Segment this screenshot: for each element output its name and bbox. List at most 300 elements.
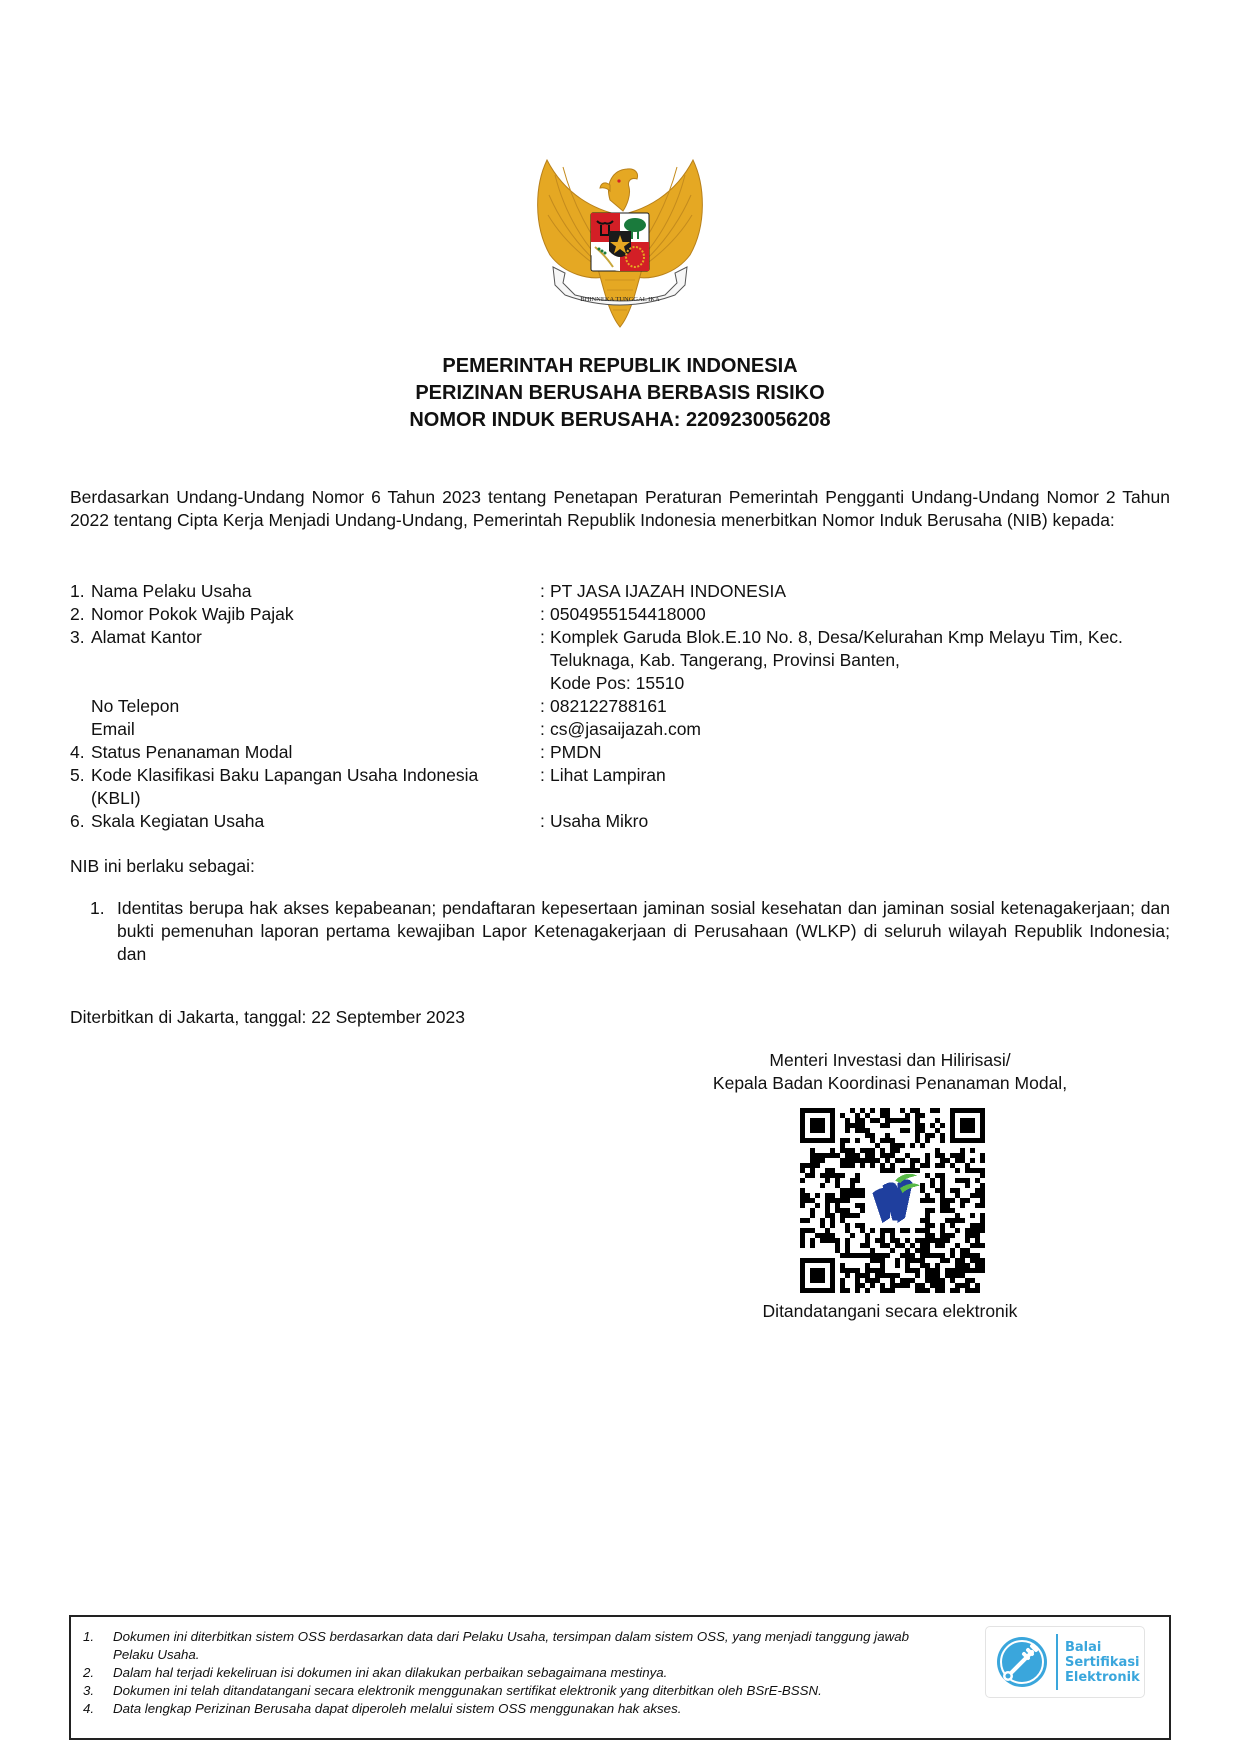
qr-module [925,1278,930,1283]
field-label: Nomor Pokok Wajib Pajak [91,604,294,624]
qr-module [950,1233,955,1238]
qr-module [930,1123,935,1128]
qr-module [940,1198,945,1203]
qr-module [840,1213,845,1218]
qr-module [890,1168,895,1173]
qr-module [915,1248,920,1253]
qr-module [930,1283,935,1288]
qr-module [880,1238,885,1243]
qr-module [965,1288,970,1293]
qr-module [825,1168,830,1173]
qr-module [935,1288,940,1293]
qr-module [935,1163,940,1168]
qr-module [845,1208,850,1213]
qr-module [815,1163,820,1168]
qr-module [895,1238,900,1243]
qr-module [895,1283,900,1288]
bsre-brand-line: Elektronik [1065,1669,1140,1685]
qr-module [820,1173,825,1178]
qr-module [965,1163,970,1168]
qr-module [945,1158,950,1163]
qr-module [975,1193,980,1198]
qr-module [890,1143,895,1148]
qr-module [935,1253,940,1258]
qr-module [905,1278,910,1283]
qr-module [855,1158,860,1163]
qr-module [975,1203,980,1208]
qr-module [890,1138,895,1143]
qr-module [910,1258,915,1263]
qr-module [850,1148,855,1153]
qr-module [910,1158,915,1163]
field-value-office-address [550,626,1180,695]
qr-module [890,1278,895,1283]
qr-module [970,1253,975,1258]
qr-module [905,1263,910,1268]
qr-module [885,1158,890,1163]
footer-note [83,1628,983,1664]
oss-logo-icon [873,1174,921,1223]
qr-module [970,1268,975,1273]
qr-module [940,1203,945,1208]
signer-title-line2: Kepala Badan Koordinasi Penanaman Modal, [712,1073,1068,1093]
footer-note-number: 3. [83,1683,95,1698]
qr-module [930,1278,935,1283]
qr-module [825,1193,830,1198]
qr-module [925,1233,930,1238]
qr-module [970,1213,975,1218]
qr-module [830,1168,835,1173]
qr-module [980,1183,985,1188]
qr-module [955,1193,960,1198]
qr-module [845,1238,850,1243]
qr-module [980,1198,985,1203]
qr-module [940,1123,945,1128]
qr-module [895,1263,900,1268]
qr-module [875,1158,880,1163]
qr-module [890,1118,895,1123]
qr-module [910,1253,915,1258]
field-row-email [70,718,1180,741]
qr-module [860,1163,865,1168]
qr-module [920,1113,925,1118]
qr-module [845,1138,850,1143]
qr-module [810,1173,815,1178]
bsre-brand-line: Balai [1065,1639,1102,1655]
qr-module [975,1188,980,1193]
garuda-pancasila-emblem [535,155,705,330]
qr-module [925,1243,930,1248]
emblem-motto: BHINNEKA TUNGGAL IKA [580,296,660,303]
qr-module [980,1153,985,1158]
qr-module [900,1283,905,1288]
field-label: Nama Pelaku Usaha [91,581,252,601]
qr-module [975,1223,980,1228]
qr-module [870,1118,875,1123]
field-label: Status Penanaman Modal [91,742,293,762]
qr-module [850,1153,855,1158]
document-heading [0,353,1240,434]
qr-module [945,1218,950,1223]
signer-block [650,1049,1130,1095]
qr-module [890,1238,895,1243]
qr-module [900,1243,905,1248]
qr-module [915,1133,920,1138]
qr-module [840,1148,845,1153]
qr-module [920,1123,925,1128]
qr-module [880,1163,885,1168]
footer-note-text: Data lengkap Perizinan Berusaha dapat diperoleh melalui sistem OSS menggunakan hak akses. [113,1701,682,1716]
qr-module [935,1283,940,1288]
qr-module [960,1253,965,1258]
qr-module [925,1228,930,1233]
qr-finder-pattern [810,1268,825,1283]
qr-module [935,1118,940,1123]
qr-module [855,1153,860,1158]
validity-item-number: 1. [90,898,105,918]
qr-module [940,1193,945,1198]
qr-module [800,1243,805,1248]
qr-module [975,1233,980,1238]
qr-module [890,1288,895,1293]
qr-module [850,1183,855,1188]
qr-module [855,1113,860,1118]
qr-module [980,1173,985,1178]
qr-module [925,1218,930,1223]
qr-module [825,1208,830,1213]
qr-module [980,1218,985,1223]
qr-module [865,1128,870,1133]
field-colon: : [540,765,545,785]
qr-module [875,1118,880,1123]
qr-module [845,1268,850,1273]
qr-module [805,1218,810,1223]
field-label [91,764,478,810]
qr-module [865,1268,870,1273]
qr-module [970,1258,975,1263]
qr-module [980,1203,985,1208]
qr-module [850,1188,855,1193]
qr-module [835,1173,840,1178]
qr-module [920,1143,925,1148]
qr-module [850,1233,855,1238]
qr-module [915,1118,920,1123]
qr-module [845,1223,850,1228]
qr-module [925,1198,930,1203]
qr-module [820,1233,825,1238]
qr-module [835,1198,840,1203]
qr-module [945,1198,950,1203]
qr-module [970,1243,975,1248]
qr-module [920,1238,925,1243]
qr-module [955,1153,960,1158]
signature-qr-code [800,1108,985,1293]
qr-module [885,1273,890,1278]
qr-module [915,1273,920,1278]
qr-module [960,1273,965,1278]
qr-module [975,1263,980,1268]
qr-module [885,1108,890,1113]
qr-module [810,1158,815,1163]
field-number: 3. [70,627,85,647]
qr-module [880,1138,885,1143]
field-number [70,718,91,741]
qr-module [875,1238,880,1243]
qr-module [975,1258,980,1263]
qr-module [930,1253,935,1258]
qr-module [955,1258,960,1263]
qr-module [965,1278,970,1283]
qr-module [800,1203,805,1208]
qr-module [865,1238,870,1243]
qr-module [800,1163,805,1168]
qr-module [855,1128,860,1133]
qr-module [865,1253,870,1258]
qr-module [880,1168,885,1173]
qr-module [870,1253,875,1258]
qr-module [905,1153,910,1158]
qr-module [860,1223,865,1228]
footer-note-line: Pelaku Usaha. [113,1647,200,1662]
qr-module [935,1153,940,1158]
qr-module [920,1198,925,1203]
qr-module [930,1223,935,1228]
field-row-phone [70,695,1180,718]
qr-module [895,1118,900,1123]
qr-module [915,1108,920,1113]
qr-module [890,1273,895,1278]
field-value-phone: 082122788161 [550,696,667,716]
qr-module [950,1208,955,1213]
qr-module [810,1238,815,1243]
field-value-npwp: 0504955154418000 [550,604,706,624]
qr-module [885,1153,890,1158]
qr-module [855,1188,860,1193]
qr-module [840,1263,845,1268]
qr-module [915,1158,920,1163]
qr-module [840,1188,845,1193]
qr-module [870,1158,875,1163]
qr-module [935,1238,940,1243]
qr-module [905,1118,910,1123]
qr-module [840,1138,845,1143]
bsre-logo [985,1626,1145,1698]
qr-module [935,1263,940,1268]
qr-module [860,1273,865,1278]
qr-module [840,1208,845,1213]
qr-module [820,1238,825,1243]
qr-module [855,1253,860,1258]
qr-module [935,1148,940,1153]
qr-module [970,1193,975,1198]
qr-module [940,1233,945,1238]
qr-module [890,1248,895,1253]
qr-module [800,1228,805,1233]
qr-module [920,1248,925,1253]
qr-module [930,1238,935,1243]
qr-module [950,1268,955,1273]
qr-module [965,1268,970,1273]
qr-module [825,1203,830,1208]
qr-module [925,1223,930,1228]
qr-module [940,1153,945,1158]
field-colon: : [540,742,545,762]
qr-module [925,1173,930,1178]
qr-module [945,1258,950,1263]
qr-module [835,1243,840,1248]
qr-module [955,1243,960,1248]
qr-module [845,1288,850,1293]
qr-module [970,1168,975,1173]
qr-module [940,1178,945,1183]
heading-licensing: PERIZINAN BERUSAHA BERBASIS RISIKO [415,382,825,404]
qr-module [895,1258,900,1263]
qr-module [915,1138,920,1143]
qr-module [840,1253,845,1258]
qr-module [865,1288,870,1293]
qr-module [860,1118,865,1123]
qr-module [875,1268,880,1273]
qr-module [860,1108,865,1113]
field-number: 6. [70,811,85,831]
qr-module [925,1193,930,1198]
qr-module [880,1243,885,1248]
qr-module [860,1283,865,1288]
qr-module [845,1123,850,1128]
field-colon: : [540,811,545,831]
qr-module [945,1208,950,1213]
qr-module [885,1228,890,1233]
qr-module [980,1213,985,1218]
qr-module [845,1253,850,1258]
qr-module [905,1113,910,1118]
footer-note-number: 4. [83,1701,95,1716]
qr-module [855,1213,860,1218]
qr-module [910,1108,915,1113]
qr-module [905,1128,910,1133]
qr-module [955,1158,960,1163]
qr-module [965,1253,970,1258]
qr-module [955,1213,960,1218]
qr-module [950,1218,955,1223]
qr-module [850,1123,855,1128]
qr-module [860,1188,865,1193]
qr-module [955,1218,960,1223]
qr-module [845,1273,850,1278]
qr-module [875,1258,880,1263]
qr-module [920,1263,925,1268]
qr-module [925,1248,930,1253]
qr-module [870,1153,875,1158]
qr-module [875,1143,880,1148]
qr-module [950,1248,955,1253]
qr-module [935,1108,940,1113]
qr-module [850,1158,855,1163]
qr-finder-pattern [810,1118,825,1133]
qr-code-icon [800,1108,985,1293]
qr-module [955,1178,960,1183]
qr-module [870,1283,875,1288]
qr-module [905,1253,910,1258]
qr-module [925,1268,930,1273]
qr-module [825,1173,830,1178]
footer-note-text: Dalam hal terjadi kekeliruan isi dokumen ini akan dilakukan perbaikan sebagaimana mestinya. [113,1665,668,1680]
field-number: 5. [70,765,85,785]
qr-module [965,1233,970,1238]
field-number: 4. [70,742,85,762]
qr-module [845,1193,850,1198]
qr-module [955,1288,960,1293]
footer-note-text: Dokumen ini telah ditandatangani secara elektronik menggunakan sertifikat elektronik yang diterbitkan oleh BSrE-BSSN. [113,1683,822,1698]
qr-module [965,1238,970,1243]
qr-module [860,1148,865,1153]
issued-date: Diterbitkan di Jakarta, tanggal: 22 September 2023 [70,1007,465,1027]
garuda-icon [535,155,705,330]
qr-module [920,1253,925,1258]
qr-module [885,1133,890,1138]
qr-module [830,1213,835,1218]
qr-module [880,1153,885,1158]
qr-module [820,1218,825,1223]
qr-module [830,1148,835,1153]
qr-module [945,1233,950,1238]
qr-module [905,1268,910,1273]
qr-module [850,1213,855,1218]
qr-module [940,1288,945,1293]
qr-module [905,1228,910,1233]
qr-module [845,1198,850,1203]
qr-module [960,1268,965,1273]
qr-module [950,1188,955,1193]
qr-module [890,1153,895,1158]
qr-module [920,1163,925,1168]
qr-module [890,1283,895,1288]
qr-module [845,1148,850,1153]
qr-module [940,1243,945,1248]
field-row-business-scale [70,810,1180,833]
qr-module [850,1193,855,1198]
qr-module [845,1153,850,1158]
qr-module [865,1148,870,1153]
field-label: Skala Kegiatan Usaha [91,811,265,831]
qr-module [920,1243,925,1248]
qr-module [810,1243,815,1248]
field-number [70,695,91,718]
qr-module [840,1268,845,1273]
qr-module [840,1163,845,1168]
qr-module [905,1248,910,1253]
qr-module [920,1228,925,1233]
business-details [70,580,1180,833]
qr-module [975,1283,980,1288]
qr-module [815,1233,820,1238]
qr-module [870,1138,875,1143]
qr-module [885,1243,890,1248]
qr-module [840,1143,845,1148]
qr-module [935,1188,940,1193]
qr-module [915,1113,920,1118]
qr-module [955,1268,960,1273]
qr-module [810,1228,815,1233]
field-label-line: (KBLI) [91,788,141,808]
qr-module [915,1258,920,1263]
qr-module [810,1168,815,1173]
qr-module [920,1183,925,1188]
qr-module [975,1253,980,1258]
qr-module [970,1233,975,1238]
qr-module [940,1258,945,1263]
logo-divider [1056,1634,1058,1690]
